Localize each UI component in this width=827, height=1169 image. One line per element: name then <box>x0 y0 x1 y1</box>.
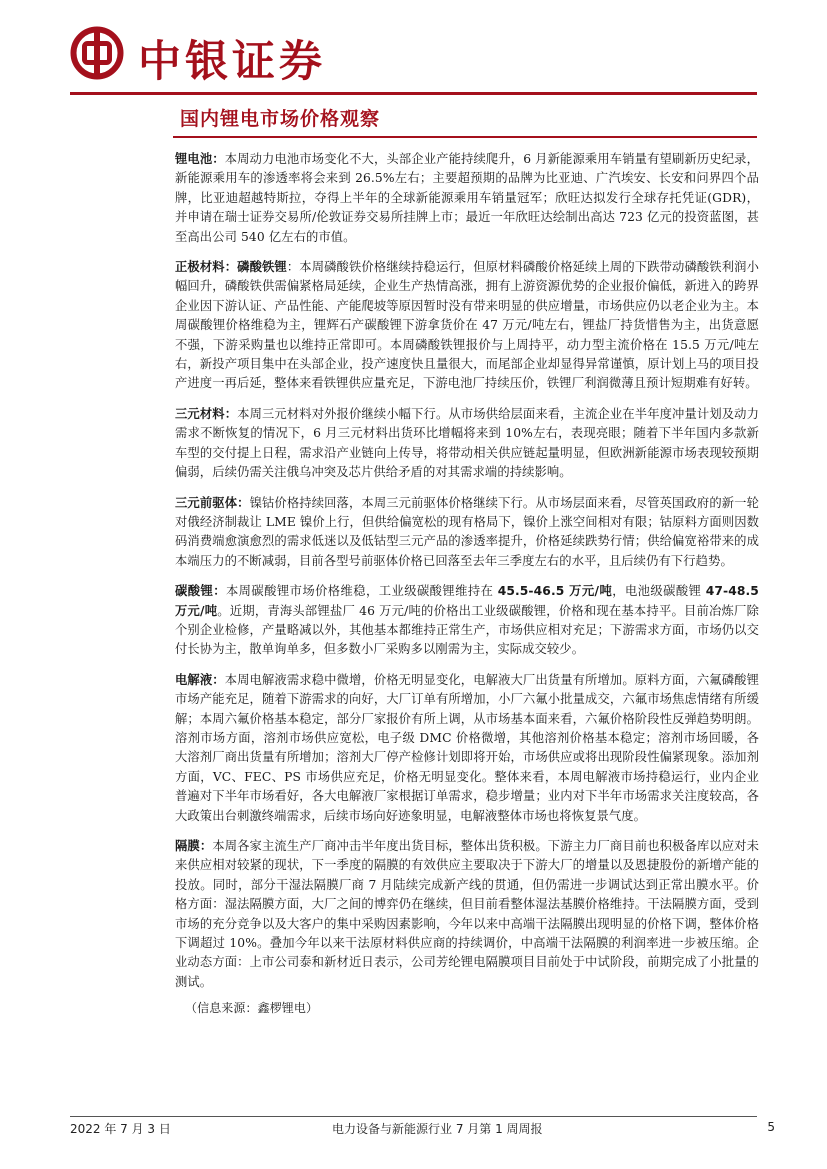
paragraph-text: 本周碳酸锂市场价格维稳，工业级碳酸锂维持在 <box>225 584 498 599</box>
report-date: 2022 年 7 月 3 日 <box>70 1122 171 1136</box>
article-body <box>175 150 759 1030</box>
paragraph-cathode <box>175 258 759 394</box>
title-divider <box>173 136 757 138</box>
paragraph-text: 本周三元材料对外报价继续小幅下行。从市场供给层面来看，主流企业在半年度冲量计划及动力需求不断恢复的情况下，6 月三元材料出货环比增幅将来到 10%左右，表现亮眼；随着下半年国内多款新车型的交付提上日程，需求沿产业链向上传导，将带动相关供应链起量明显，但欧洲新能源市场表现较预期偏弱，后续仍需关注俄乌冲突及芯片供给矛盾的对其需求端的持续影响。 <box>175 406 759 480</box>
footer-divider <box>70 1116 757 1117</box>
paragraph-lead: 电解液： <box>175 672 225 687</box>
paragraph-text: ：本周磷酸铁价格继续持稳运行，但原材料磷酸价格延续上周的下跌带动磷酸铁利润小幅回升，磷酸铁供需偏紧格局延续，企业生产热情高涨，拥有上游资源优势的企业报价偏低，新进入的跨界企业因下游认证、产品性能、产能爬坡等原因暂时没有带来明显的供应增量，市场供应仍以老企业为主。本周碳酸锂价格维稳为主，锂辉石产碳酸锂下游拿货价在 47 万元/吨左右，锂盐厂持货惜售为主，出货意愿不强，下游采购量也以维持正常即可。本周磷酸铁锂报价与上周持平，动力型主流价格在 15.5 万元/吨左右，新投产项目集中在头部企业，投产速度快且量很大，而尾部企业却显得异常谨慎，原计划上马的项目投产进度一再后延，整体来看铁锂供应量充足，下游电池厂持续压价，铁锂厂利润微薄且预计短期难有好转。 <box>175 260 759 391</box>
paragraph-sublead: 磷酸铁锂 <box>237 260 287 275</box>
paragraph-electrolyte <box>175 671 759 826</box>
paragraph-text: 镍钴价格持续回落，本周三元前驱体价格继续下行。从市场层面来看，尽管英国政府的新一轮对俄经济制裁让 LME 镍价上行，但供给偏宽松的现有格局下，镍价上涨空间相对有限；钴原料方面则因数码消费端愈演愈烈的需求低迷以及低钴型三元产品的渗透率提升，价格延续跌势行情；供给偏宽裕带来的成本端压力的不断减弱，目前各型号前驱体价格已回落至去年三季度左右的水平，且后续仍有下行趋势。 <box>175 495 759 568</box>
battery-grade-price: 47-48.5 万元/吨 <box>175 584 759 618</box>
paragraph-text: 。近期，青海头部锂盐厂 46 万元/吨的价格出工业级碳酸锂，价格和现在基本持平。目前冶炼厂除个别企业检修，产量略减以外，其他基本都维持正常生产，市场供应相对充足；下游需求方面，市场仍以交付长协为主，散单询单多，但多数小厂采购多以刚需为主，实际成交较少。 <box>175 603 759 657</box>
paragraph-lead: 三元前驱体： <box>175 495 250 510</box>
report-name: 电力设备与新能源行业 7 月第 1 周周报 <box>332 1122 543 1136</box>
bank-of-china-logo-icon <box>70 26 124 80</box>
page-number: 5 <box>767 1120 775 1134</box>
brand-name: 中银证券 <box>138 37 326 87</box>
industrial-grade-price: 45.5-46.5 万元/吨 <box>497 584 613 599</box>
source-note: （信息来源：鑫椤锂电） <box>185 1001 319 1016</box>
paragraph-separator <box>175 837 759 992</box>
header-divider <box>70 92 757 95</box>
paragraph-text: 本周电解液需求稳中微增，价格无明显变化，电解液大厂出货量有所增加。原料方面，六氟磷酸锂市场产能充足，随着下游需求的向好，大厂订单有所增加，小厂六氟小批量成交，六氟市场焦虑情绪有所缓解；本周六氟价格基本稳定，部分厂家报价有所上调，从市场基本面来看，六氟价格阶段性反弹趋势明朗。溶剂市场方面，溶剂市场供应宽松，电子级 DMC 价格微增，其他溶剂价格基本稳定；溶剂市场回暖，各大溶剂厂商出货量有所增加；溶剂大厂停产检修计划即将开始，市场供应或将出现阶段性偏紧现象。添加剂方面，VC、FEC、PS 市场供应充足，价格无明显变化。整体来看，本周电解液市场持稳运行，业内企业普遍对下半年市场看好，各大电解液厂家根据订单需求，稳步增量；业内对下半年市场需求关注度较高，各大政策出台刺激终端需求，后续市场向好迹象明显，电解液整体市场也将恢复景气度。 <box>175 672 759 823</box>
paragraph-lead: 锂电池： <box>175 152 225 166</box>
paragraph-text: 本周动力电池市场变化不大，头部企业产能持续爬升，6 月新能源乘用车销量有望刷新历史纪录，新能源乘用车的渗透率将会来到 26.5%左右；主要超预期的品牌为比亚迪、广汽埃安、长安和问界四个品牌，比亚迪超越特斯拉，夺得上半年的全球新能源乘用车销量冠军；欣旺达拟发行全球存托凭证(GDR)，并申请在瑞士证券交易所/伦敦证券交易所挂牌上市；最近一年欣旺达绘制出高达 723 亿元的投资蓝图，甚至高出公司 540 亿左右的市值。 <box>175 152 759 244</box>
paragraph-text: ，电池级碳酸锂 <box>612 584 706 599</box>
paragraph-lead: 正极材料： <box>175 260 238 275</box>
paragraph-lead: 碳酸锂： <box>175 584 226 599</box>
paragraph-battery <box>175 150 759 247</box>
paragraph-ternary <box>175 405 759 483</box>
paragraph-text: 本周各家主流生产厂商冲击半年度出货目标，整体出货积极。下游主力厂商目前也积极备库以应对未来供应相对较紧的现状，下一季度的隔膜的有效供应主要取决于下游大厂的增量以及恩捷股份的新增产能的投放。同时，部分干湿法隔膜厂商 7 月陆续完成新产线的贯通，但仍需进一步调试达到正常出膜水平。价格方面：湿法隔膜方面，大厂之间的博弈仍在继续，但目前看整体湿法基膜价格维持。干法隔膜方面，受到市场的充分竞争以及大客户的集中采购因素影响，今年以来中高端干法隔膜出现明显的价格下调，整体价格下调超过 10%。叠加今年以来干法原材料供应商的持续调价，中高端干法隔膜的利润率进一步被压缩。企业动态方面：上市公司泰和新材近日表示，公司芳纶锂电隔膜项目目前处于中试阶段，前期完成了小批量的测试。 <box>175 839 759 989</box>
paragraph-lead: 隔膜： <box>175 839 213 853</box>
paragraph-lithium-carbonate <box>175 582 759 660</box>
section-title: 国内锂电市场价格观察 <box>180 108 381 130</box>
paragraph-precursor <box>175 494 759 572</box>
paragraph-lead: 三元材料： <box>175 406 238 421</box>
